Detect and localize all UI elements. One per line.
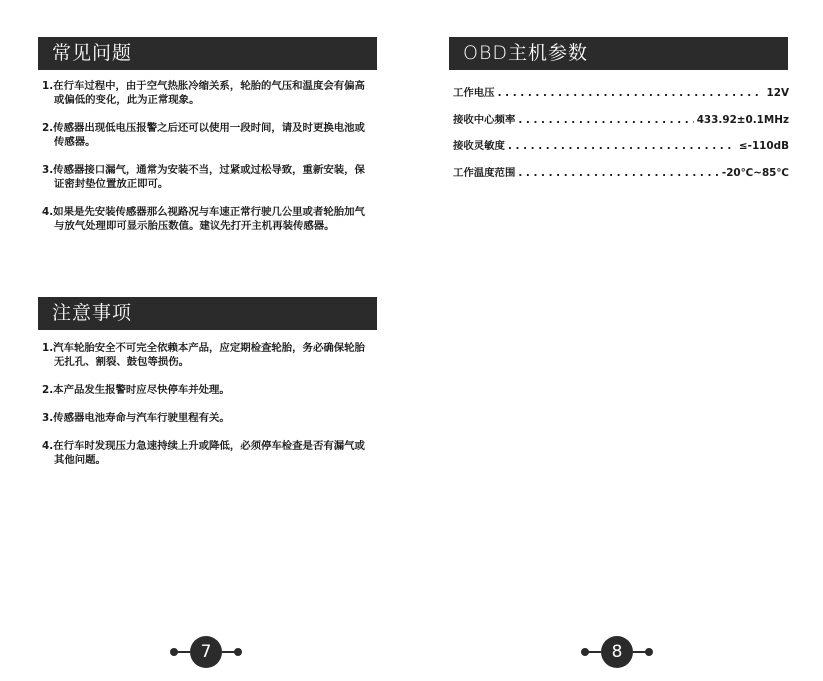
left-page [0, 0, 411, 681]
ornament-dot [234, 648, 242, 656]
dot-leader [508, 140, 736, 152]
note-item: 2.本产品发生报警时应尽快停车并处理。 [42, 384, 230, 396]
faq-list [42, 79, 372, 247]
note-item: 4.在行车时发现压力急速持续上升或降低，必须停车检查是否有漏气或其他问题。 [42, 440, 365, 466]
note-item: 1.汽车轮胎安全不可完全依赖本产品，应定期检查轮胎，务必确保轮胎无扎孔、割裂、鼓包等损伤。 [42, 342, 365, 368]
specs-heading: OBD主机参数 [449, 37, 788, 70]
spec-value: -20℃~85℃ [721, 167, 789, 180]
spec-value: 12V [766, 87, 789, 99]
page-number-badge [581, 636, 653, 668]
spec-value: ≤-110dB [738, 140, 789, 153]
ornament-line [174, 651, 190, 653]
page-number: 7 [190, 636, 222, 668]
note-item: 3.传感器电池寿命与汽车行驶里程有关。 [42, 412, 230, 424]
right-page [411, 0, 823, 681]
notes-heading: 注意事项 [38, 297, 377, 330]
dot-leader [518, 114, 693, 126]
faq-item: 2.传感器出现低电压报警之后还可以使用一段时间，请及时更换电池或传感器。 [42, 122, 365, 148]
ornament-line [585, 651, 601, 653]
dot-leader [518, 167, 719, 179]
spec-row [453, 137, 789, 164]
ornament-dot [645, 648, 653, 656]
spec-list [453, 84, 789, 191]
dot-leader [498, 87, 764, 99]
faq-item: 4.如果是先安装传感器那么视路况与车速正常行驶几公里或者轮胎加气与放气处理即可显示胎压数值。建议先打开主机再装传感器。 [42, 206, 365, 232]
spec-label: 接收灵敏度 [453, 140, 505, 153]
spec-row [453, 84, 789, 111]
spec-row [453, 164, 789, 191]
faq-heading: 常见问题 [38, 37, 377, 70]
spec-value: 433.92±0.1MHz [696, 113, 789, 126]
spec-label: 工作电压 [453, 87, 495, 99]
spec-row [453, 111, 789, 138]
faq-item: 3.传感器接口漏气，通常为安装不当，过紧或过松导致，重新安装，保证密封垫位置放正即可。 [42, 164, 365, 190]
spec-label: 接收中心频率 [453, 113, 516, 126]
page-number: 8 [601, 636, 633, 668]
spec-label: 工作温度范围 [453, 167, 516, 180]
notes-list [42, 341, 372, 481]
page-number-badge [170, 636, 242, 668]
faq-item: 1.在行车过程中，由于空气热胀冷缩关系，轮胎的气压和温度会有偏高或偏低的变化，此为正常现象。 [42, 80, 365, 106]
